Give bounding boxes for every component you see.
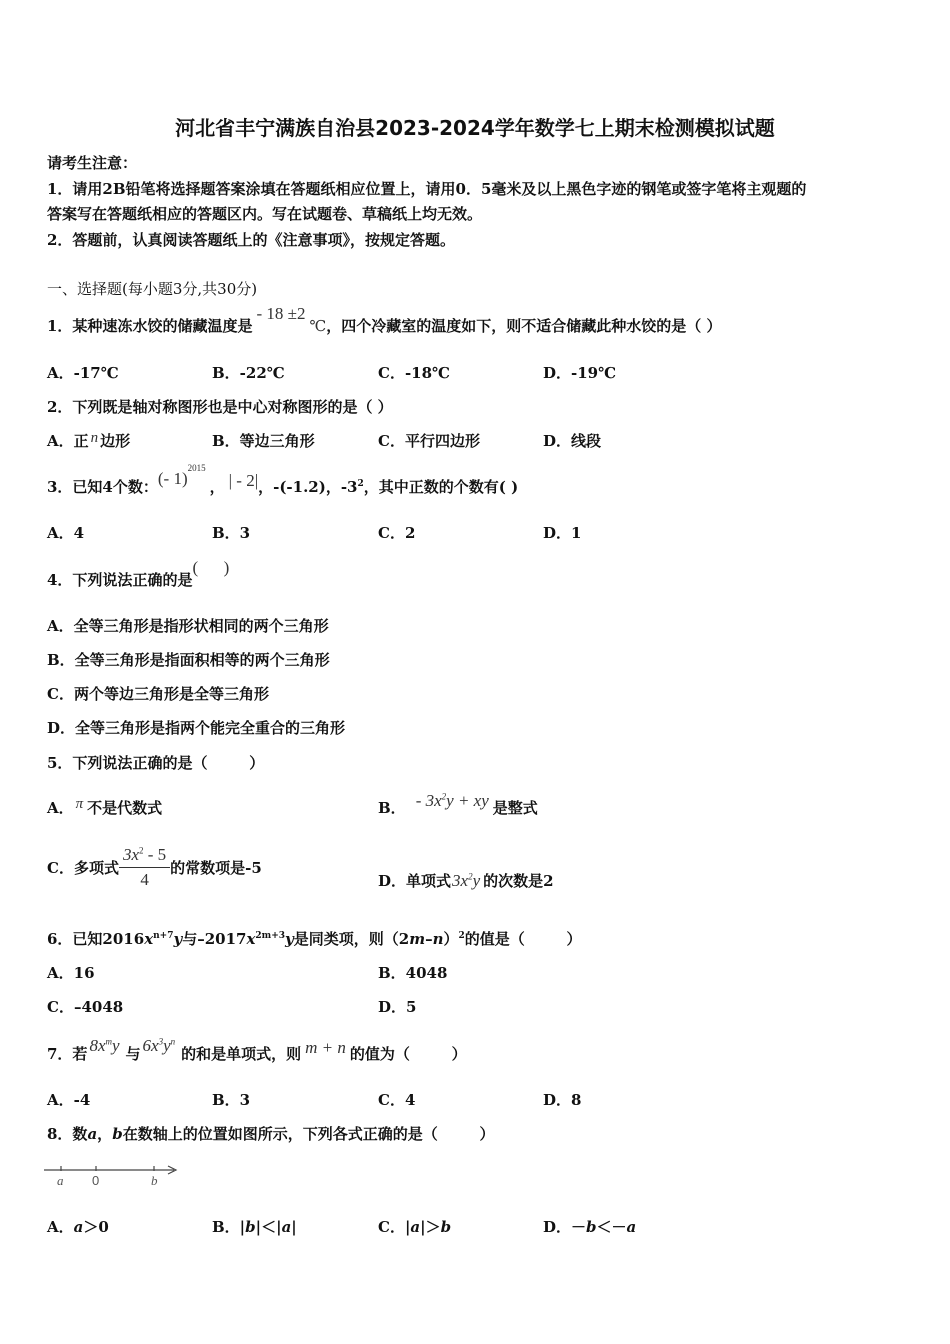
q5-c-numerator <box>119 845 170 868</box>
q2-option-c: C．平行四边形 <box>378 432 480 450</box>
q5-c-fraction <box>119 845 170 890</box>
q3-post: ，其中正数的个数有( ) <box>363 478 519 496</box>
q6-y1: y <box>173 930 183 948</box>
q4-stem-text: 4．下列说法正确的是 <box>47 571 193 589</box>
q6-option-a: A．16 <box>47 964 95 982</box>
q4-paren: ( ) <box>192 558 230 577</box>
notice-line-1b: 答案写在答题纸相应的答题区内。写在试题卷、草稿纸上均无效。 <box>47 205 483 223</box>
q7-term-2 <box>141 1036 182 1055</box>
q3-option-a: A．4 <box>47 524 85 542</box>
q8-option-b <box>212 1216 297 1237</box>
q2-a-post: 边形 <box>100 432 131 450</box>
q5-b-pre: B． <box>378 799 406 817</box>
q3-mid-exp: 2 <box>357 479 364 489</box>
q2-option-a <box>47 430 130 451</box>
q5-c-post: 的常数项是-5 <box>170 859 262 877</box>
q8-c-v2: b <box>440 1218 452 1236</box>
q5-b-post: 是整式 <box>492 799 538 817</box>
q6-n: n <box>432 930 444 948</box>
q7-term-3: m + n <box>305 1038 346 1057</box>
q7-option-a: A．-4 <box>47 1091 91 1109</box>
q5-option-d <box>378 870 554 891</box>
q8-c-v1: a <box>410 1218 421 1236</box>
q1-option-a: A．-17℃ <box>47 364 119 382</box>
q5-b-math-1: - 3x <box>415 791 442 810</box>
section-heading: 一、选择题(每小题3分,共30分) <box>47 280 258 298</box>
q8-option-d <box>543 1216 636 1237</box>
question-5-stem: 5．下列说法正确的是（ ） <box>47 754 265 772</box>
axis-label-0: 0 <box>92 1173 100 1188</box>
q8-d-pre: D．－ <box>543 1218 587 1236</box>
q6-e3: 2 <box>458 931 465 941</box>
q7-term-1-y: y <box>111 1036 120 1055</box>
q8-c-pre: C．| <box>378 1218 411 1236</box>
q6-y2: y <box>285 930 294 948</box>
q5-c-num-2: - 5 <box>143 845 167 864</box>
q5-b-math-2: y + xy <box>446 791 489 810</box>
q3-option-b: B．3 <box>212 524 251 542</box>
q1-text-pre: 1．某种速冻水饺的储藏温度是 <box>47 317 253 335</box>
q1-unit: ℃ <box>309 317 327 335</box>
notice-line-2: 2．答题前，认真阅读答题纸上的《注意事项》，按规定答题。 <box>47 231 455 249</box>
q8-p3: 在数轴上的位置如图所示，下列各式正确的是（ ） <box>122 1125 495 1143</box>
q4-option-c: C．两个等边三角形是全等三角形 <box>47 685 269 703</box>
q8-v1: a <box>87 1125 98 1143</box>
q6-e1: n+7 <box>153 931 174 941</box>
q6-p3: 是同类项，则（2 <box>293 930 410 948</box>
q7-option-d: D．8 <box>543 1091 582 1109</box>
q8-p1: 8．数 <box>47 1125 88 1143</box>
q1-text-post: ，四个冷藏室的温度如下，则不适合储藏此种水饺的是（ ） <box>326 317 722 335</box>
q5-c-denominator: 4 <box>140 870 149 889</box>
q5-a-math: π <box>75 796 84 812</box>
q7-post: 的值为（ ） <box>349 1045 467 1063</box>
q6-p1: 6．已知2016 <box>47 930 145 948</box>
q5-d-math-1: 3x <box>452 871 469 890</box>
q5-d-pre: D．单项式 <box>378 872 452 890</box>
q4-option-a: A．全等三角形是指形状相同的两个三角形 <box>47 617 329 635</box>
q8-v2: b <box>112 1125 123 1143</box>
question-2-stem: 2．下列既是轴对称图形也是中心对称图形的是（ ） <box>47 398 393 416</box>
q5-d-post: 的次数是2 <box>483 872 554 890</box>
q8-b-v2: a <box>281 1218 292 1236</box>
q1-temp-range: - 18 ±2 <box>256 304 306 323</box>
question-8-stem <box>47 1123 494 1144</box>
q5-c-num-exp: 2 <box>139 845 144 856</box>
q6-option-d: D．5 <box>378 998 417 1016</box>
q6-x2: x <box>246 930 256 948</box>
q5-b-math <box>406 791 493 810</box>
q7-pre: 7．若 <box>47 1045 88 1063</box>
q3-expr-1-exp: 2015 <box>187 463 206 474</box>
q8-p2: ， <box>97 1125 113 1143</box>
q2-option-b: B．等边三角形 <box>212 432 315 450</box>
q6-p2: 与–2017 <box>182 930 247 948</box>
q3-mid: ，-(-1.2)，-3 <box>258 478 358 496</box>
q8-b-mid: |＜| <box>255 1218 282 1236</box>
q7-mid2: 的和是单项式，则 <box>181 1045 302 1063</box>
q5-d-exp: 2 <box>468 871 473 882</box>
q8-b-v1: b <box>245 1218 256 1236</box>
q4-option-d: D．全等三角形是指两个能完全重合的三角形 <box>47 719 346 737</box>
q8-a-post: ＞0 <box>83 1218 109 1236</box>
question-4-stem <box>47 558 230 590</box>
q3-pre: 3．已知4个数： <box>47 478 158 496</box>
q8-c-mid: |＞ <box>420 1218 441 1236</box>
q2-a-pre: A．正 <box>47 432 89 450</box>
q8-b-pre: B．| <box>212 1218 246 1236</box>
q5-option-a <box>47 797 162 818</box>
q8-option-c <box>378 1216 451 1237</box>
q1-option-b: B．-22℃ <box>212 364 285 382</box>
question-6-stem <box>47 928 582 949</box>
q6-x1: x <box>144 930 154 948</box>
notice-line-1a: 1．请用2B铅笔将选择题答案涂填在答题纸相应位置上，请用0．5毫米及以上黑色字迹的钢笔或签字笔将主观题的 <box>47 180 807 198</box>
q3-expr-1-base: (- 1) <box>157 469 188 488</box>
q3-expr-1 <box>157 463 206 488</box>
q7-term-1-base: 8x <box>89 1036 106 1055</box>
q3-expr-2: | - 2| <box>228 471 259 490</box>
question-3-stem <box>47 463 519 497</box>
q8-option-a <box>47 1216 109 1237</box>
axis-label-b: b <box>151 1173 158 1188</box>
q5-a-post: 不是代数式 <box>87 799 163 817</box>
q7-term-1-exp: m <box>105 1036 112 1047</box>
q1-option-d: D．-19℃ <box>543 364 617 382</box>
q6-dash: – <box>425 930 433 948</box>
q5-option-b <box>378 791 538 818</box>
q5-c-pre: C．多项式 <box>47 859 119 877</box>
q7-option-c: C．4 <box>378 1091 416 1109</box>
q8-d-v1: b <box>586 1218 597 1236</box>
q2-a-var: n <box>90 430 99 446</box>
q1-option-c: C．-18℃ <box>378 364 451 382</box>
q6-e2: 2m+3 <box>255 931 286 941</box>
q5-d-math-2: y <box>472 871 481 890</box>
axis-label-a: a <box>57 1173 64 1188</box>
q7-term-2-exp: 3 <box>158 1036 164 1047</box>
q6-p4: ） <box>443 930 459 948</box>
q7-option-b: B．3 <box>212 1091 251 1109</box>
q7-term-1 <box>87 1036 125 1055</box>
page-title: 河北省丰宁满族自治县2023-2024学年数学七上期末检测模拟试题 <box>175 116 775 140</box>
q7-term-2-y-exp: n <box>170 1036 176 1047</box>
q6-option-c: C．–4048 <box>47 998 124 1016</box>
q7-term-2-y: y <box>163 1036 171 1055</box>
q3-option-d: D．1 <box>543 524 582 542</box>
q8-a-pre: A． <box>47 1218 74 1236</box>
q8-d-v2: a <box>626 1218 637 1236</box>
q5-a-pre: A． <box>47 799 74 817</box>
question-1-stem <box>47 304 722 336</box>
q8-a-v: a <box>73 1218 84 1236</box>
q6-m: m <box>409 930 426 948</box>
q7-mid: 与 <box>125 1045 141 1063</box>
q6-p5: 的值是（ ） <box>464 930 582 948</box>
q5-c-num-1: 3x <box>122 845 139 864</box>
question-7-stem <box>47 1036 467 1064</box>
q6-option-b: B．4048 <box>378 964 448 982</box>
q8-b-post: | <box>291 1218 297 1236</box>
q8-d-mid: ＜－ <box>596 1218 627 1236</box>
q5-option-c <box>47 845 262 890</box>
q3-sep: ， <box>209 478 225 496</box>
notice-heading: 请考生注意： <box>47 154 138 172</box>
q5-d-math <box>451 871 483 890</box>
q5-b-exp: 2 <box>441 791 447 802</box>
q7-term-2-base: 6x <box>142 1036 159 1055</box>
q3-option-c: C．2 <box>378 524 416 542</box>
q4-option-b: B．全等三角形是指面积相等的两个三角形 <box>47 651 330 669</box>
q2-option-d: D．线段 <box>543 432 602 450</box>
number-line-figure <box>40 1158 190 1192</box>
